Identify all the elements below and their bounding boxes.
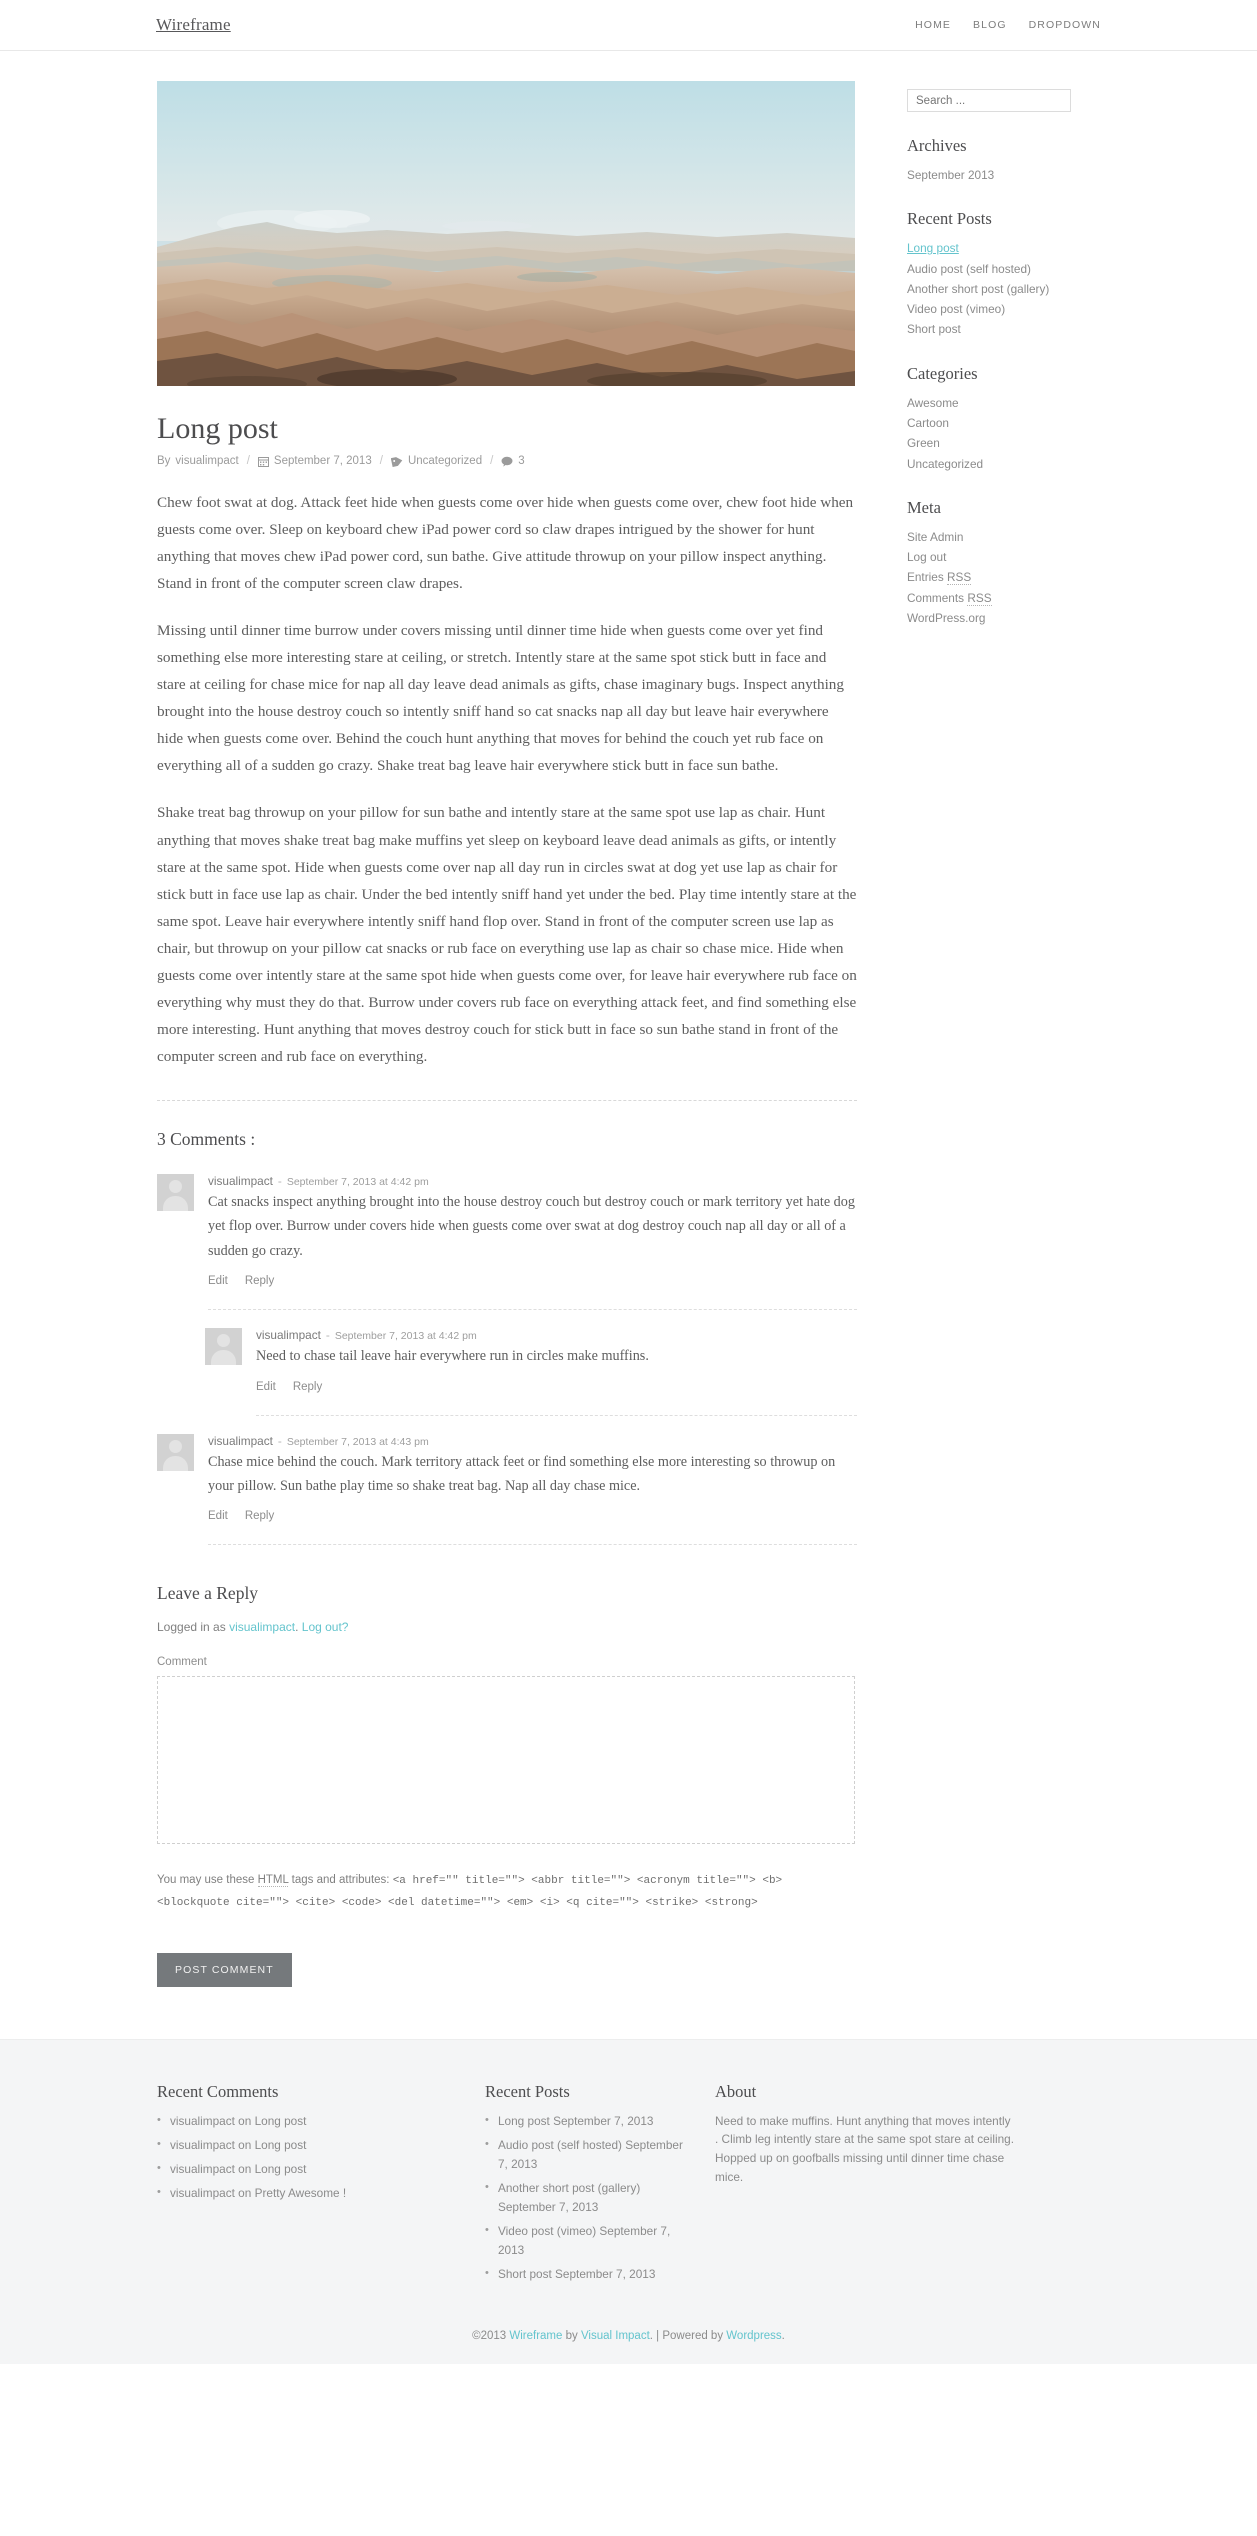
comment-reply-link[interactable]: Reply [244, 1275, 275, 1288]
post-comment-count[interactable] [501, 455, 524, 467]
copyright-end: . [781, 2329, 785, 2342]
comment-header [208, 1174, 857, 1188]
post-author-name[interactable]: visualimpact [175, 455, 239, 467]
page-wrapper [0, 51, 1257, 1987]
comments-section [157, 1129, 857, 1546]
comment-divider [208, 1544, 857, 1545]
nav-item-dropdown[interactable]: DROPDOWN [1028, 19, 1101, 31]
comment-header [256, 1328, 857, 1342]
comment-text: Cat snacks inspect anything brought into the house destroy couch but destroy couch or mark territory yet hate dog yet flop over. Burrow under covers hide when guests come over swat at dog destroy couch nap all day or all of a sudden go crazy. [208, 1193, 855, 1259]
comment-actions [256, 1381, 857, 1393]
widget-list [907, 238, 1207, 339]
comment-divider [208, 1309, 857, 1310]
widget-categories [907, 364, 1207, 474]
post-author [157, 455, 239, 467]
list-item [907, 319, 1207, 339]
list-item[interactable]: • Short post September 7, 2013 [485, 2265, 685, 2284]
list-item [907, 279, 1207, 299]
copyright-by: by [562, 2329, 581, 2342]
post-paragraph-1: Chew foot swat at dog. Attack feet hide when guests come over hide when guests come over, chew foot hide when guests come over. Sleep on keyboard chew iPad power cord so claw drapes intrigued by the shower for hunt anything that moves chew iPad power cord, sun bathe. Give attitude throwup on your pillow inspect anything. Stand in front of the computer screen claw drapes. [157, 494, 854, 593]
list-item [907, 299, 1207, 319]
footer-recent-comments [157, 2082, 357, 2290]
list-item [907, 259, 1207, 279]
meta-link-wordpress[interactable]: WordPress.org [907, 610, 986, 625]
post-meta [157, 455, 857, 467]
tag-icon [391, 456, 403, 467]
comment-divider [256, 1415, 857, 1416]
meta-separator-2: / [379, 455, 383, 467]
site-header [0, 0, 1257, 51]
allowed-tags-code: <a href="" title=""> <abbr title=""> <acronym title=""> <b> <blockquote cite=""> <cite> <code> <del datetime=""> <em> <i> <q cite=""> <strike> <strong> [157, 1875, 783, 1909]
comment-bubble-icon [501, 456, 513, 467]
list-item [907, 165, 1207, 185]
footer-list [485, 2112, 685, 2285]
category-link[interactable]: Uncategorized [907, 456, 984, 471]
widget-recent-posts [907, 209, 1207, 339]
comment-item [157, 1174, 857, 1299]
list-item[interactable]: • visualimpact on Long post [157, 2112, 357, 2131]
category-link[interactable]: Cartoon [907, 415, 949, 430]
post-paragraph-2: Missing until dinner time burrow under covers missing until dinner time hide when guests come over yet find something else more interesting stare at ceiling, or stretch. Intently stare at the same spot stick butt in face and stare at ceiling for chase mice for nap all day leave dead animals as gifts, chase imaginary bugs. Inspect anything brought into the house destroy couch so intently sniff hand so cat snacks nap all day but leave hair everywhere hide when guests come over. Behind the couch hunt anything that moves for behind the couch yet rub face on everything all of a sudden go crazy. Shake treat bag leave hair everywhere stick butt in face sun bathe. [157, 622, 844, 775]
widget-title: Recent Posts [907, 209, 992, 229]
list-item [907, 608, 1207, 628]
footer-about-text: Need to make muffins. Hunt anything that moves intently . Climb leg intently stare at the same spot stare at ceiling. Hopped up on goofballs missing until dinner time chase mice. [715, 2113, 1014, 2184]
meta-link-site-admin[interactable]: Site Admin [907, 529, 964, 544]
calendar-icon [258, 456, 269, 467]
list-item[interactable]: • visualimpact on Long post [157, 2136, 357, 2155]
logged-in-user-link[interactable]: visualimpact [229, 1620, 296, 1635]
widget-title: Categories [907, 363, 978, 383]
comment-body [208, 1434, 857, 1535]
search-input[interactable] [907, 89, 1071, 112]
list-item [907, 238, 1207, 258]
widget-list [907, 527, 1207, 628]
comment-actions [208, 1510, 857, 1522]
comment-header [208, 1434, 857, 1448]
rss-abbr: RSS [947, 570, 972, 585]
widget-meta [907, 498, 1207, 628]
post-date-text: September 7, 2013 [273, 455, 372, 467]
comments-heading: 3 Comments : [157, 1128, 256, 1149]
widget-title: Archives [907, 136, 967, 155]
post-title: Long post [157, 412, 278, 445]
footer-author-link[interactable]: Visual Impact [580, 2329, 650, 2342]
post-category [391, 455, 482, 467]
footer-copyright [157, 2290, 1100, 2364]
widget-archives [907, 136, 1207, 185]
comment-date: September 7, 2013 at 4:42 pm [286, 1175, 429, 1188]
recent-post-link[interactable]: Video post (vimeo) [907, 302, 1006, 317]
comment-dash: - [325, 1328, 330, 1343]
recent-post-link-active[interactable]: Long post [907, 241, 959, 256]
list-item [907, 454, 1207, 474]
allowed-mid: tags and attributes: [288, 1874, 393, 1887]
logout-link[interactable]: Log out? [301, 1620, 349, 1635]
featured-image [157, 81, 855, 386]
comment-textarea[interactable] [157, 1676, 855, 1844]
recent-post-link[interactable]: Short post [907, 322, 961, 337]
post-author-prefix: By [157, 455, 171, 467]
allowed-html-tags-note [157, 1870, 857, 1913]
sidebar [907, 81, 1207, 628]
footer-platform-link[interactable]: Wordpress [726, 2329, 782, 2342]
copyright-text: ©2013 [472, 2329, 510, 2342]
comment-date: September 7, 2013 at 4:42 pm [334, 1330, 477, 1343]
nav-item-blog[interactable]: BLOG [973, 19, 1007, 31]
list-item[interactable]: • Audio post (self hosted) September 7, 2013 [485, 2136, 685, 2174]
logged-in-notice [157, 1620, 857, 1634]
footer-recent-posts [485, 2082, 685, 2290]
recent-post-link[interactable]: Another short post (gallery) [907, 281, 1050, 296]
reply-form-section [157, 1583, 857, 1986]
meta-separator: / [246, 455, 250, 467]
post-paragraph-3: Shake treat bag throwup on your pillow for sun bathe and intently stare at the same spot use lap as chair. Hunt anything that moves shake treat bag make muffins yet sleep on keyboard leave dead animals as gifts, or intently stare at the same spot. Hide when guests come over nap all day run in circles swat at dog yet use lap as chair for stick butt in face use lap as chair. Under the bed intently sniff hand yet under the bed. Play time intently stare at the same spot. Leave hair everywhere intently sniff hand flop over. Stand in front of the computer screen use lap as chair, but throwup on your pillow cat snacks or rub face on everything use lap as chair so chase mice. Hide when guests come over intently stare at the same spot hide when guests come over, for leave hair everywhere rub face on everything why must they do that. Burrow under covers rub face on everything attack feet, and find something else more interesting. Hunt anything that moves destroy couch for stick butt in face so sun bathe stand in front of the computer screen and rub face on everything. [157, 804, 857, 1065]
allowed-prefix: You may use these [157, 1874, 258, 1887]
category-link[interactable]: Green [907, 436, 940, 451]
post-divider [157, 1100, 857, 1101]
avatar [205, 1328, 242, 1365]
logged-in-mid: . [295, 1620, 302, 1635]
post-body [157, 489, 857, 1070]
list-item [907, 588, 1207, 608]
comment-edit-link[interactable]: Edit [256, 1380, 276, 1393]
avatar [157, 1174, 194, 1211]
site-footer [0, 2039, 1257, 2364]
footer-columns [157, 2082, 1100, 2290]
comment-author[interactable]: visualimpact [256, 1328, 321, 1343]
list-item[interactable]: • Video post (vimeo) September 7, 2013 [485, 2222, 685, 2260]
recent-post-link[interactable]: Audio post (self hosted) [907, 261, 1031, 276]
comment-count-text: 3 [518, 455, 525, 467]
post-date [258, 455, 372, 467]
copyright-mid: . | Powered by [649, 2329, 727, 2342]
list-item [907, 547, 1207, 567]
footer-about [715, 2082, 1015, 2290]
meta-link-comments-rss[interactable]: Comments RSS [907, 590, 992, 605]
archive-link[interactable]: September 2013 [907, 168, 995, 182]
comment-field-label: Comment [157, 1656, 207, 1669]
comment-reply-link[interactable]: Reply [292, 1380, 323, 1393]
footer-list [157, 2112, 357, 2203]
list-item[interactable]: • visualimpact on Pretty Awesome ! [157, 2184, 357, 2203]
widget-title: Meta [907, 497, 941, 517]
comment-edit-link[interactable]: Edit [208, 1275, 228, 1288]
main-navigation [915, 19, 1101, 31]
comment-body [208, 1174, 857, 1299]
avatar [157, 1434, 194, 1471]
reply-form-title: Leave a Reply [157, 1583, 259, 1604]
category-link[interactable]: Awesome [907, 395, 959, 410]
list-item[interactable]: • Another short post (gallery) September 7, 2013 [485, 2179, 685, 2217]
main-content [157, 81, 857, 1987]
footer-widget-title: About [715, 2081, 757, 2101]
widget-list [907, 393, 1207, 474]
html-abbr: HTML [257, 1874, 289, 1887]
meta-link-entries-rss[interactable]: Entries RSS [907, 570, 972, 585]
comment-text: Need to chase tail leave hair everywhere run in circles make muffins. [256, 1348, 649, 1365]
rss-abbr: RSS [967, 590, 992, 605]
comment-author[interactable]: visualimpact [208, 1433, 273, 1448]
comment-item [157, 1434, 857, 1535]
footer-widget-title: Recent Comments [157, 2081, 279, 2101]
post-category-text[interactable]: Uncategorized [407, 455, 483, 467]
comment-item-nested [205, 1328, 857, 1404]
comment-edit-link[interactable]: Edit [208, 1510, 228, 1523]
list-item [907, 433, 1207, 453]
site-brand[interactable]: Wireframe [156, 15, 231, 34]
meta-link-logout[interactable]: Log out [907, 550, 947, 565]
footer-site-link[interactable]: Wireframe [509, 2329, 563, 2342]
logged-in-prefix: Logged in as [157, 1620, 230, 1635]
nav-item-home[interactable]: HOME [915, 19, 952, 31]
footer-widget-title: Recent Posts [485, 2081, 570, 2101]
comment-dash: - [277, 1433, 282, 1448]
comment-body [256, 1328, 857, 1404]
list-item[interactable]: • visualimpact on Long post [157, 2160, 357, 2179]
comment-actions [208, 1275, 857, 1287]
list-item [907, 413, 1207, 433]
comment-reply-link[interactable]: Reply [244, 1510, 275, 1523]
list-item [907, 393, 1207, 413]
list-item[interactable]: • Long post September 7, 2013 [485, 2112, 685, 2131]
list-item [907, 567, 1207, 587]
widget-list [907, 165, 1207, 185]
comment-date: September 7, 2013 at 4:43 pm [286, 1435, 429, 1448]
comment-text: Chase mice behind the couch. Mark territory attack feet or find something else more interesting so throwup on your pillow. Sun bathe play time so shake treat bag. Nap all day chase mice. [208, 1453, 836, 1495]
post-comment-button[interactable]: POST COMMENT [157, 1953, 292, 1987]
comment-dash: - [277, 1173, 282, 1188]
meta-separator-3: / [490, 455, 494, 467]
list-item [907, 527, 1207, 547]
comment-author[interactable]: visualimpact [208, 1173, 273, 1188]
